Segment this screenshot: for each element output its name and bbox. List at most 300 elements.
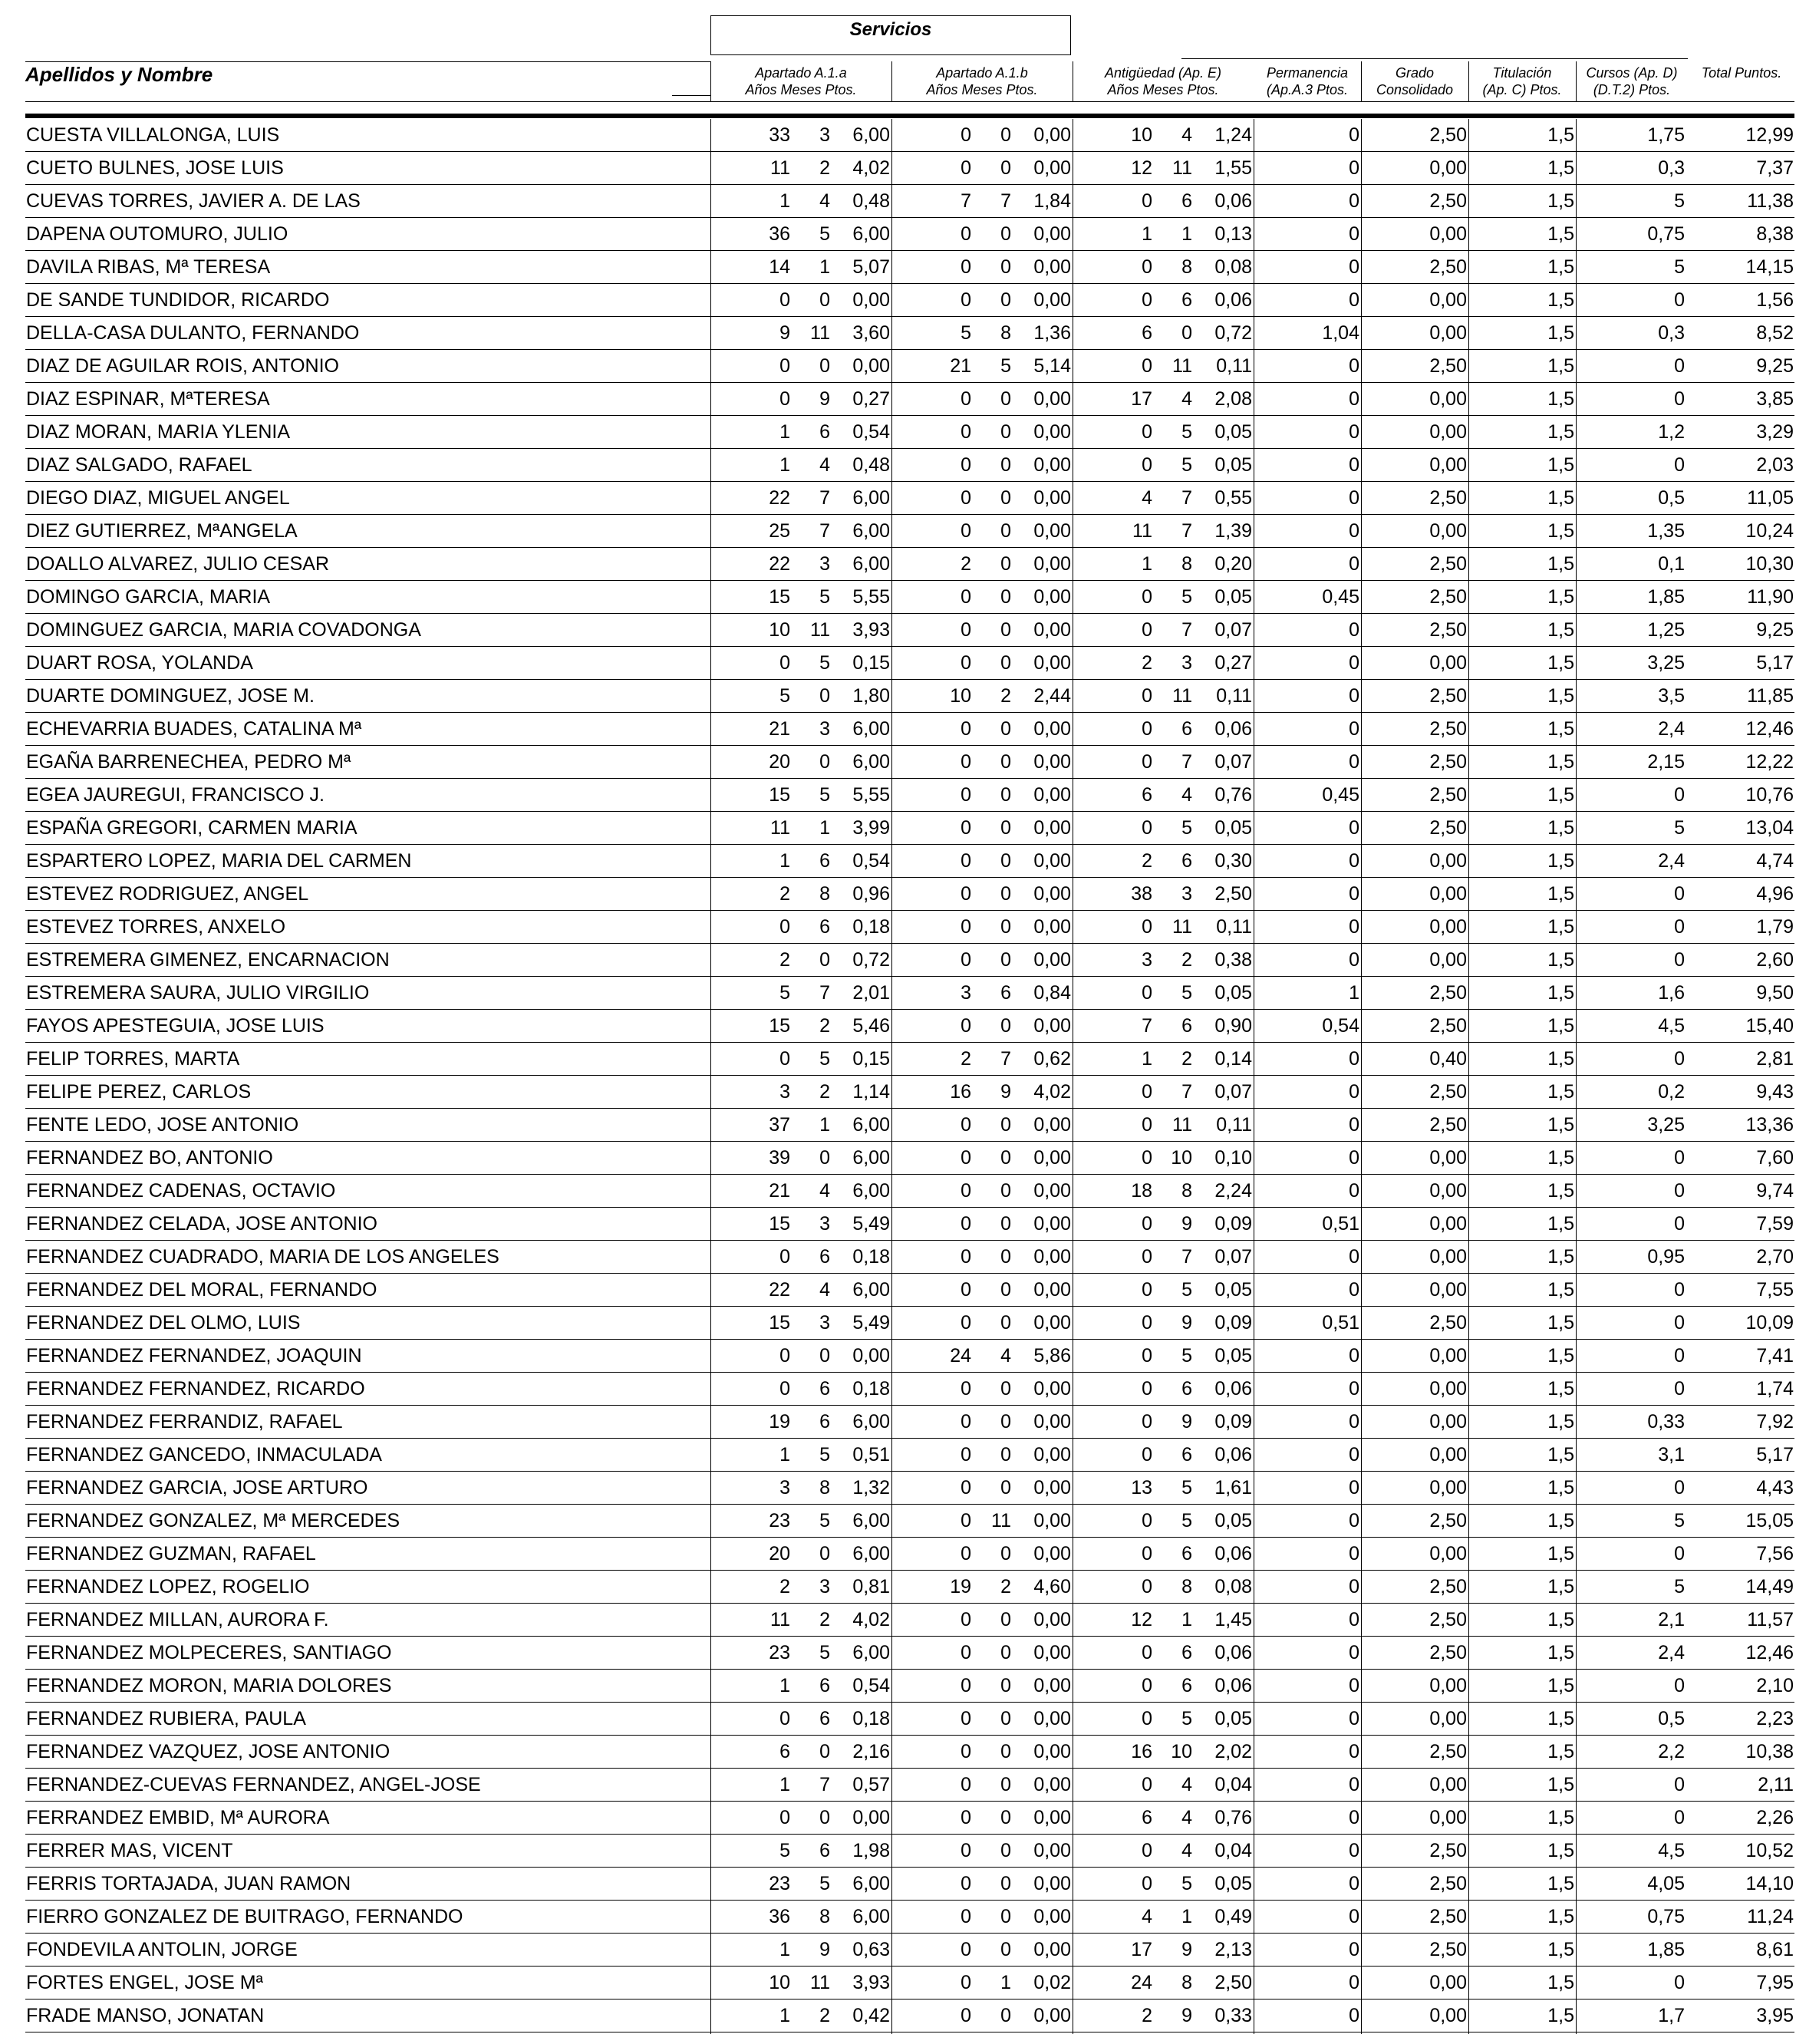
cell-a1a-meses: 6 [819,1840,830,1861]
cell-a1b-ptos: 0,00 [1033,784,1071,806]
cell-name: ESTREMERA SAURA, JULIO VIRGILIO [26,982,370,1004]
table-vline [891,119,892,2034]
cell-total: 4,96 [1756,883,1794,905]
cell-a1b-anios: 0 [961,1477,971,1498]
table-row [0,1703,1819,1736]
cell-name: ECHEVARRIA BUADES, CATALINA Mª [26,718,362,740]
cell-cursos: 0 [1674,1180,1685,1202]
cell-titulacion: 1,5 [1547,454,1574,476]
cell-a1b-ptos: 0,00 [1033,1444,1071,1465]
cell-name: FERNANDEZ MOLPECERES, SANTIAGO [26,1642,392,1663]
cell-a1a-anios: 23 [769,1510,790,1531]
cell-a1a-ptos: 0,15 [852,652,890,674]
cell-grado: 2,50 [1429,256,1467,278]
cell-cursos: 0,95 [1647,1246,1685,1268]
cell-antig-anios: 0 [1142,1345,1152,1367]
cell-cursos: 0 [1674,454,1685,476]
cell-a1b-meses: 7 [1000,190,1011,212]
cell-titulacion: 1,5 [1547,1708,1574,1729]
cell-a1a-ptos: 0,18 [852,916,890,938]
cell-name: FERNANDEZ CELADA, JOSE ANTONIO [26,1213,377,1235]
cell-a1a-meses: 6 [819,1675,830,1696]
header-underline-left [672,95,710,96]
cell-cursos: 0 [1674,1213,1685,1235]
cell-name: FERNANDEZ MILLAN, AURORA F. [26,1609,329,1630]
cell-antig-meses: 4 [1181,1840,1192,1861]
cell-antig-meses: 9 [1181,1939,1192,1960]
header-vline [1576,61,1577,101]
cell-antig-meses: 4 [1181,1774,1192,1795]
cell-grado: 0,00 [1429,916,1467,938]
cell-a1a-ptos: 0,54 [852,1675,890,1696]
cell-a1b-meses: 0 [1000,1774,1011,1795]
cell-name: FERRANDEZ EMBID, Mª AURORA [26,1807,330,1828]
cell-antig-ptos: 0,06 [1214,1378,1252,1399]
cell-name: FENTE LEDO, JOSE ANTONIO [26,1114,299,1136]
cell-a1b-anios: 0 [961,1279,971,1301]
cell-a1b-meses: 7 [1000,1048,1011,1070]
cell-a1b-ptos: 0,00 [1033,520,1071,542]
cell-name: FELIP TORRES, MARTA [26,1048,240,1070]
cell-grado: 2,50 [1429,190,1467,212]
cell-a1b-meses: 0 [1000,817,1011,839]
table-row [0,845,1819,878]
cell-a1b-anios: 0 [961,883,971,905]
cell-a1a-ptos: 0,00 [852,355,890,377]
cell-name: FERNANDEZ GANCEDO, INMACULADA [26,1444,382,1465]
cell-grado: 2,50 [1429,553,1467,575]
cell-a1b-ptos: 0,00 [1033,421,1071,443]
cell-a1a-ptos: 0,00 [852,289,890,311]
cell-grado: 0,00 [1429,1972,1467,1993]
cell-total: 12,22 [1745,751,1794,773]
cell-a1a-ptos: 4,02 [852,157,890,179]
cell-a1a-ptos: 6,00 [852,520,890,542]
cell-antig-anios: 38 [1131,883,1152,905]
cell-name: DUARTE DOMINGUEZ, JOSE M. [26,685,315,707]
cell-a1b-meses: 8 [1000,322,1011,344]
cell-permanencia: 0 [1349,157,1359,179]
cell-cursos: 4,05 [1647,1873,1685,1894]
cell-grado: 2,50 [1429,619,1467,641]
cell-permanencia: 0 [1349,817,1359,839]
cell-name: ESTEVEZ TORRES, ANXELO [26,916,286,938]
cell-a1b-meses: 0 [1000,1312,1011,1334]
cell-a1b-meses: 0 [1000,1807,1011,1828]
cell-grado: 0,00 [1429,1543,1467,1564]
col-header-titulacion: Titulación (Ap. C) Ptos. [1482,65,1562,97]
cell-a1a-anios: 1 [779,1675,790,1696]
cell-a1a-anios: 1 [779,421,790,443]
name-column-header: Apellidos y Nombre [25,63,213,86]
cell-a1a-anios: 1 [779,1939,790,1960]
cell-name: FONDEVILA ANTOLIN, JORGE [26,1939,298,1960]
table-row [0,1175,1819,1208]
cell-antig-anios: 0 [1142,1378,1152,1399]
cell-a1a-ptos: 4,02 [852,1609,890,1630]
cell-a1a-anios: 0 [779,916,790,938]
cell-a1b-anios: 0 [961,1675,971,1696]
cell-a1b-anios: 0 [961,1312,971,1334]
cell-antig-meses: 10 [1171,1147,1192,1169]
table-row [0,1274,1819,1307]
cell-a1b-ptos: 0,00 [1033,1543,1071,1564]
cell-cursos: 0,3 [1658,322,1685,344]
cell-a1b-ptos: 0,00 [1033,487,1071,509]
cell-a1b-anios: 24 [950,1345,971,1367]
cell-a1b-anios: 0 [961,1840,971,1861]
cell-titulacion: 1,5 [1547,1906,1574,1927]
cell-cursos: 5 [1674,817,1685,839]
cell-name: FERNANDEZ VAZQUEZ, JOSE ANTONIO [26,1741,390,1762]
table-row [0,1901,1819,1934]
cell-permanencia: 0 [1349,652,1359,674]
cell-a1b-ptos: 0,00 [1033,1708,1071,1729]
cell-grado: 2,50 [1429,1873,1467,1894]
cell-a1a-meses: 0 [819,289,830,311]
cell-a1b-ptos: 0,00 [1033,256,1071,278]
cell-a1b-meses: 2 [1000,1576,1011,1597]
cell-antig-meses: 6 [1181,1543,1192,1564]
cell-name: FERNANDEZ BO, ANTONIO [26,1147,273,1169]
cell-titulacion: 1,5 [1547,1114,1574,1136]
table-vline [1361,119,1362,2034]
cell-a1a-ptos: 3,99 [852,817,890,839]
cell-a1b-ptos: 0,00 [1033,1180,1071,1202]
cell-total: 11,38 [1747,190,1794,212]
cell-a1b-anios: 0 [961,520,971,542]
cell-grado: 0,00 [1429,850,1467,872]
cell-antig-ptos: 0,06 [1214,1543,1252,1564]
cell-antig-anios: 6 [1142,1807,1152,1828]
cell-a1a-anios: 36 [769,223,790,245]
cell-a1a-meses: 6 [819,1708,830,1729]
cell-a1b-meses: 6 [1000,982,1011,1004]
cell-a1a-ptos: 6,00 [852,718,890,740]
cell-cursos: 4,5 [1658,1840,1685,1861]
cell-a1a-anios: 1 [779,454,790,476]
table-row [0,1769,1819,1802]
header-vline [1361,61,1362,101]
table-row [0,1967,1819,1999]
cell-grado: 0,00 [1429,1378,1467,1399]
cell-total: 8,61 [1756,1939,1794,1960]
cell-antig-meses: 5 [1181,1873,1192,1894]
cell-cursos: 0 [1674,1477,1685,1498]
cell-a1a-anios: 15 [769,1015,790,1037]
cell-antig-meses: 5 [1181,982,1192,1004]
cell-antig-ptos: 0,06 [1214,718,1252,740]
cell-a1a-meses: 6 [819,1378,830,1399]
cell-a1b-meses: 0 [1000,1279,1011,1301]
cell-cursos: 0 [1674,388,1685,410]
col-header-a1b: Apartado A.1.b Años Meses Ptos. [926,65,1038,97]
cell-a1a-meses: 8 [819,883,830,905]
cell-antig-anios: 0 [1142,817,1152,839]
cell-antig-ptos: 0,08 [1214,1576,1252,1597]
cell-antig-ptos: 0,06 [1214,1642,1252,1663]
cell-titulacion: 1,5 [1547,1675,1574,1696]
cell-titulacion: 1,5 [1547,784,1574,806]
table-row [0,1241,1819,1274]
cell-cursos: 5 [1674,1576,1685,1597]
cell-total: 2,81 [1756,1048,1794,1070]
cell-a1a-anios: 0 [779,1345,790,1367]
cell-antig-anios: 0 [1142,751,1152,773]
cell-a1b-meses: 0 [1000,619,1011,641]
cell-titulacion: 1,5 [1547,1147,1574,1169]
cell-a1a-meses: 11 [810,619,830,641]
cell-a1b-ptos: 0,00 [1033,1609,1071,1630]
cell-grado: 2,50 [1429,586,1467,608]
col-header-cursos: Cursos (Ap. D) (D.T.2) Ptos. [1586,65,1678,97]
cell-permanencia: 0,51 [1322,1213,1359,1235]
cell-a1a-meses: 7 [819,982,830,1004]
cell-a1a-meses: 0 [819,1741,830,1762]
cell-a1a-ptos: 0,54 [852,421,890,443]
cell-antig-ptos: 0,11 [1216,1114,1252,1136]
cell-total: 7,56 [1756,1543,1794,1564]
cell-a1b-meses: 4 [1000,1345,1011,1367]
cell-permanencia: 0 [1349,685,1359,707]
cell-antig-anios: 0 [1142,916,1152,938]
cell-a1a-ptos: 6,00 [852,1642,890,1663]
cell-a1a-anios: 15 [769,1312,790,1334]
cell-permanencia: 0 [1349,1642,1359,1663]
cell-cursos: 2,1 [1658,1609,1685,1630]
cell-total: 9,25 [1756,355,1794,377]
cell-antig-ptos: 0,07 [1214,619,1252,641]
cell-a1a-ptos: 0,96 [852,883,890,905]
cell-a1b-meses: 0 [1000,487,1011,509]
table-row [0,1868,1819,1901]
cell-antig-anios: 0 [1142,1510,1152,1531]
cell-a1b-anios: 0 [961,1972,971,1993]
cell-antig-anios: 6 [1142,322,1152,344]
cell-a1a-anios: 3 [779,1081,790,1103]
cell-a1b-anios: 0 [961,1015,971,1037]
cell-grado: 0,00 [1429,2005,1467,2026]
cell-permanencia: 0 [1349,421,1359,443]
cell-a1b-anios: 0 [961,1873,971,1894]
cell-cursos: 0 [1674,949,1685,971]
cell-grado: 2,50 [1429,1576,1467,1597]
cell-antig-ptos: 0,30 [1214,850,1252,872]
cell-a1b-meses: 0 [1000,1444,1011,1465]
cell-antig-meses: 11 [1172,916,1192,938]
cell-antig-meses: 5 [1181,1510,1192,1531]
cell-total: 2,11 [1758,1774,1794,1795]
cell-titulacion: 1,5 [1547,718,1574,740]
cell-a1b-meses: 0 [1000,784,1011,806]
cell-a1a-ptos: 6,00 [852,553,890,575]
cell-antig-anios: 11 [1132,520,1152,542]
cell-a1a-anios: 14 [769,256,790,278]
table-row [0,1439,1819,1472]
cell-a1b-ptos: 0,00 [1033,1279,1071,1301]
cell-cursos: 1,85 [1647,586,1685,608]
cell-antig-anios: 6 [1142,784,1152,806]
col-header-permanencia: Permanencia (Ap.A.3 Ptos. [1266,65,1349,97]
cell-antig-anios: 0 [1142,718,1152,740]
cell-grado: 0,00 [1429,1444,1467,1465]
cell-a1b-meses: 0 [1000,553,1011,575]
cell-permanencia: 0 [1349,1378,1359,1399]
col-header-antiguedad: Antigüedad (Ap. E) Años Meses Ptos. [1104,65,1222,97]
cell-antig-ptos: 2,08 [1214,388,1252,410]
cell-a1b-meses: 0 [1000,751,1011,773]
cell-a1a-anios: 11 [770,157,790,179]
cell-grado: 0,00 [1429,520,1467,542]
cell-a1b-meses: 0 [1000,454,1011,476]
cell-a1a-anios: 37 [769,1114,790,1136]
cell-a1a-meses: 3 [819,1213,830,1235]
table-row [0,878,1819,911]
header-vline [710,61,711,101]
table-row [0,1406,1819,1439]
cell-a1b-ptos: 0,02 [1033,1972,1071,1993]
cell-antig-ptos: 0,90 [1214,1015,1252,1037]
cell-antig-meses: 6 [1181,718,1192,740]
cell-total: 8,38 [1756,223,1794,245]
cell-a1b-meses: 0 [1000,1378,1011,1399]
cell-a1a-meses: 5 [819,223,830,245]
cell-total: 12,99 [1745,124,1794,146]
servicios-header: Servicios [710,15,1071,55]
cell-a1a-ptos: 0,48 [852,454,890,476]
cell-a1b-ptos: 0,00 [1033,2005,1071,2026]
cell-antig-anios: 18 [1131,1180,1152,1202]
cell-antig-meses: 3 [1181,652,1192,674]
cell-a1a-meses: 2 [819,1015,830,1037]
cell-a1a-anios: 6 [779,1741,790,1762]
cell-name: DUART ROSA, YOLANDA [26,652,253,674]
cell-total: 3,29 [1756,421,1794,443]
cell-grado: 2,50 [1429,1312,1467,1334]
cell-titulacion: 1,5 [1547,1015,1574,1037]
cell-permanencia: 0 [1349,1972,1359,1993]
cell-a1a-ptos: 5,49 [852,1312,890,1334]
cell-antig-anios: 0 [1142,1312,1152,1334]
cell-antig-meses: 7 [1181,520,1192,542]
cell-a1b-meses: 0 [1000,1906,1011,1927]
cell-grado: 0,00 [1429,1411,1467,1432]
cell-a1b-meses: 0 [1000,1180,1011,1202]
cell-a1a-anios: 0 [779,355,790,377]
cell-antig-anios: 0 [1142,1543,1152,1564]
cell-a1a-meses: 11 [810,322,830,344]
cell-antig-meses: 7 [1181,487,1192,509]
cell-grado: 0,00 [1429,223,1467,245]
cell-name: DIAZ ESPINAR, MªTERESA [26,388,270,410]
cell-a1a-ptos: 0,18 [852,1378,890,1399]
cell-permanencia: 0 [1349,124,1359,146]
cell-a1a-anios: 15 [769,586,790,608]
cell-a1b-meses: 0 [1000,388,1011,410]
cell-antig-anios: 0 [1142,619,1152,641]
cell-a1b-meses: 0 [1000,1477,1011,1498]
cell-a1a-meses: 3 [819,718,830,740]
cell-titulacion: 1,5 [1547,1939,1574,1960]
cell-antig-meses: 7 [1181,1246,1192,1268]
cell-a1b-anios: 0 [961,1708,971,1729]
cell-permanencia: 0 [1349,1180,1359,1202]
cell-a1b-meses: 0 [1000,1642,1011,1663]
cell-permanencia: 0 [1349,1741,1359,1762]
header-top-rule [25,61,710,62]
cell-a1b-anios: 7 [961,190,971,212]
cell-antig-ptos: 0,05 [1214,1279,1252,1301]
cell-permanencia: 0 [1349,223,1359,245]
cell-a1b-ptos: 0,00 [1033,586,1071,608]
cell-a1b-anios: 0 [961,1741,971,1762]
cell-name: FERNANDEZ DEL OLMO, LUIS [26,1312,301,1334]
cell-antig-meses: 6 [1181,1675,1192,1696]
cell-a1a-anios: 2 [779,883,790,905]
cell-antig-ptos: 0,05 [1214,1510,1252,1531]
cell-antig-meses: 7 [1181,619,1192,641]
cell-a1b-ptos: 0,00 [1033,1114,1071,1136]
cell-grado: 2,50 [1429,487,1467,509]
cell-antig-meses: 7 [1181,1081,1192,1103]
cell-antig-anios: 2 [1142,850,1152,872]
cell-cursos: 0 [1674,883,1685,905]
cell-total: 2,10 [1756,1675,1794,1696]
cell-antig-ptos: 0,33 [1214,2005,1252,2026]
cell-a1a-anios: 20 [769,751,790,773]
cell-total: 10,30 [1745,553,1794,575]
cell-a1b-anios: 3 [961,982,971,1004]
cell-antig-meses: 5 [1181,1345,1192,1367]
cell-cursos: 1,6 [1658,982,1685,1004]
cell-a1b-meses: 0 [1000,256,1011,278]
cell-a1b-anios: 0 [961,586,971,608]
cell-a1a-anios: 0 [779,1246,790,1268]
cell-a1b-anios: 0 [961,487,971,509]
cell-a1a-ptos: 0,18 [852,1708,890,1729]
cell-a1a-ptos: 1,32 [852,1477,890,1498]
cell-a1b-anios: 0 [961,1180,971,1202]
cell-antig-anios: 3 [1142,949,1152,971]
cell-permanencia: 1 [1349,982,1359,1004]
cell-titulacion: 1,5 [1547,289,1574,311]
cell-antig-ptos: 0,04 [1214,1774,1252,1795]
cell-a1a-meses: 1 [819,1114,830,1136]
cell-a1a-anios: 39 [769,1147,790,1169]
cell-antig-meses: 6 [1181,1378,1192,1399]
cell-cursos: 0,3 [1658,157,1685,179]
cell-a1b-anios: 16 [950,1081,971,1103]
cell-a1a-ptos: 6,00 [852,1543,890,1564]
cell-permanencia: 0 [1349,1510,1359,1531]
cell-a1a-anios: 5 [779,685,790,707]
cell-a1b-anios: 5 [961,322,971,344]
cell-a1a-ptos: 5,55 [852,586,890,608]
cell-grado: 2,50 [1429,784,1467,806]
table-row [0,1340,1819,1373]
cell-antig-ptos: 0,05 [1214,454,1252,476]
cell-a1a-anios: 0 [779,1378,790,1399]
cell-a1a-meses: 0 [819,1147,830,1169]
cell-antig-ptos: 0,06 [1214,190,1252,212]
cell-permanencia: 0 [1349,1081,1359,1103]
cell-cursos: 3,5 [1658,685,1685,707]
cell-a1a-ptos: 0,72 [852,949,890,971]
cell-a1a-meses: 5 [819,1642,830,1663]
cell-total: 14,49 [1745,1576,1794,1597]
cell-name: FERNANDEZ MORON, MARIA DOLORES [26,1675,392,1696]
cell-antig-anios: 0 [1142,289,1152,311]
